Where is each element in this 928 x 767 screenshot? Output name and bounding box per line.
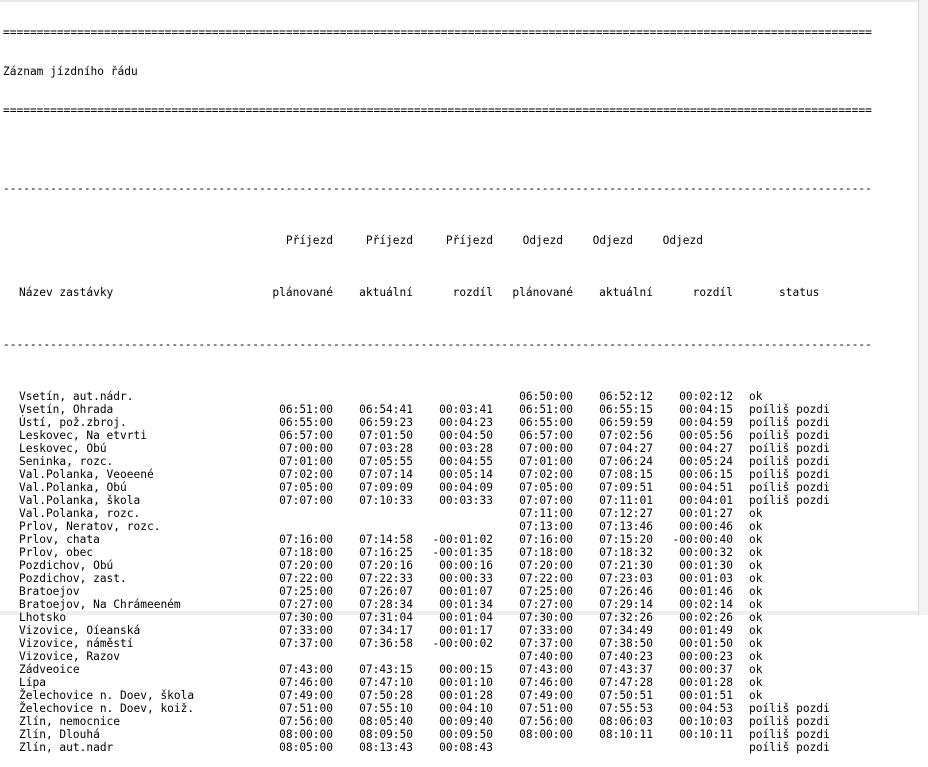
cell-departure-planned: 06:55:00 [519, 416, 573, 429]
cell-arrival-diff: 00:04:55 [439, 455, 493, 468]
cell-departure-planned: 07:00:00 [519, 442, 573, 455]
cell-status: poíliš pozdi [749, 429, 830, 442]
cell-departure-actual: 07:43:37 [599, 663, 653, 676]
cell-status: poíliš pozdi [749, 494, 830, 507]
window-right-edge [918, 0, 928, 615]
cell-departure-diff: 00:01:49 [679, 624, 733, 637]
cell-departure-planned: 07:07:00 [519, 494, 573, 507]
cell-arrival-actual: 07:05:55 [359, 455, 413, 468]
single-rule: --------------------------------------------------------------------------------------------------------------------------------- [3, 182, 872, 195]
header-arrival-diff: rozdíl [452, 286, 493, 299]
table-row [3, 611, 873, 624]
cell-departure-planned: 07:40:00 [519, 650, 573, 663]
cell-status: ok [749, 533, 763, 546]
cell-arrival-planned: 07:27:00 [279, 598, 333, 611]
cell-departure-actual: 07:47:28 [599, 676, 653, 689]
cell-status: ok [749, 611, 763, 624]
cell-arrival-actual: 07:09:09 [359, 481, 413, 494]
cell-departure-actual: 06:55:15 [599, 403, 653, 416]
cell-status: poíliš pozdi [749, 481, 830, 494]
header-arrival-actual: aktuální [359, 286, 413, 299]
cell-arrival-actual: 07:55:10 [359, 702, 413, 715]
cell-status: ok [749, 559, 763, 572]
cell-status: poíliš pozdi [749, 741, 830, 754]
cell-stop-name: Val.Polanka, Obú [19, 481, 127, 494]
cell-departure-diff: 00:01:46 [679, 585, 733, 598]
table-row [3, 572, 873, 585]
cell-status: ok [749, 546, 763, 559]
table-row [3, 624, 873, 637]
cell-departure-planned: 07:46:00 [519, 676, 573, 689]
cell-status: ok [749, 650, 763, 663]
header-arrival-planned: plánované [272, 286, 333, 299]
cell-departure-diff: 00:04:51 [679, 481, 733, 494]
cell-stop-name: Val.Polanka, Veoeené [19, 468, 154, 481]
cell-arrival-diff: -00:00:02 [432, 637, 493, 650]
cell-arrival-actual: 07:28:34 [359, 598, 413, 611]
cell-arrival-planned: 06:57:00 [279, 429, 333, 442]
table-row [3, 702, 873, 715]
cell-arrival-diff: 00:04:10 [439, 702, 493, 715]
cell-arrival-planned: 07:20:00 [279, 559, 333, 572]
cell-stop-name: Zádveoice [19, 663, 80, 676]
header-stop-name: Název zastávky [19, 286, 114, 299]
cell-arrival-diff: 00:09:50 [439, 728, 493, 741]
cell-arrival-planned: 07:05:00 [279, 481, 333, 494]
cell-departure-actual: 07:21:30 [599, 559, 653, 572]
cell-stop-name: Prlov, chata [19, 533, 100, 546]
cell-departure-diff: 00:10:03 [679, 715, 733, 728]
cell-stop-name: Bratoejov [19, 585, 80, 598]
cell-departure-planned: 07:16:00 [519, 533, 573, 546]
cell-stop-name: Bratoejov, Na Chrámeeném [19, 598, 181, 611]
cell-arrival-planned: 07:49:00 [279, 689, 333, 702]
cell-arrival-diff: 00:05:14 [439, 468, 493, 481]
cell-departure-diff: 00:02:12 [679, 390, 733, 403]
document-title-text: Záznam jízdního řádu [3, 65, 138, 78]
cell-departure-diff: 00:01:03 [679, 572, 733, 585]
table-row [3, 533, 873, 546]
cell-arrival-actual: 08:05:40 [359, 715, 413, 728]
cell-stop-name: Val.Polanka, rozc. [19, 507, 141, 520]
cell-departure-diff: 00:00:46 [679, 520, 733, 533]
cell-departure-actual: 07:06:24 [599, 455, 653, 468]
table-row [3, 637, 873, 650]
table-row [3, 546, 873, 559]
cell-departure-diff: 00:04:15 [679, 403, 733, 416]
single-rule: --------------------------------------------------------------------------------------------------------------------------------- [3, 338, 872, 351]
cell-departure-planned: 07:56:00 [519, 715, 573, 728]
cell-stop-name: Pozdichov, Obú [19, 559, 114, 572]
cell-departure-actual: 07:12:27 [599, 507, 653, 520]
cell-departure-actual: 07:18:32 [599, 546, 653, 559]
header-departure-planned: plánované [512, 286, 573, 299]
cell-departure-diff: 00:06:15 [679, 468, 733, 481]
cell-arrival-diff: 00:03:33 [439, 494, 493, 507]
cell-arrival-actual: 07:22:33 [359, 572, 413, 585]
cell-departure-actual: 07:29:14 [599, 598, 653, 611]
cell-departure-actual: 07:55:53 [599, 702, 653, 715]
cell-departure-diff: 00:01:51 [679, 689, 733, 702]
cell-arrival-planned: 07:43:00 [279, 663, 333, 676]
cell-arrival-actual: 07:43:15 [359, 663, 413, 676]
cell-departure-planned: 07:20:00 [519, 559, 573, 572]
cell-arrival-diff: 00:01:34 [439, 598, 493, 611]
cell-stop-name: Vizovice, náměstí [19, 637, 134, 650]
cell-stop-name: Val.Polanka, škola [19, 494, 141, 507]
cell-arrival-planned: 07:37:00 [279, 637, 333, 650]
cell-arrival-diff: 00:01:07 [439, 585, 493, 598]
cell-arrival-diff: 00:00:16 [439, 559, 493, 572]
cell-stop-name: Pozdichov, zast. [19, 572, 127, 585]
cell-departure-planned: 07:22:00 [519, 572, 573, 585]
header-departure-diff-top: Odjezd [662, 234, 703, 247]
table-row [3, 468, 873, 481]
table-row [3, 403, 873, 416]
cell-departure-diff: 00:04:59 [679, 416, 733, 429]
cell-departure-diff: 00:01:27 [679, 507, 733, 520]
cell-arrival-diff: 00:00:15 [439, 663, 493, 676]
cell-stop-name: Lhotsko [19, 611, 67, 624]
cell-departure-actual: 07:04:27 [599, 442, 653, 455]
cell-stop-name: Vizovice, Razov [19, 650, 121, 663]
cell-departure-diff: 00:10:11 [679, 728, 733, 741]
table-row [3, 416, 873, 429]
cell-stop-name: Leskovec, Obú [19, 442, 107, 455]
cell-arrival-diff: 00:01:28 [439, 689, 493, 702]
cell-status: ok [749, 572, 763, 585]
cell-stop-name: Prlov, Neratov, rozc. [19, 520, 161, 533]
cell-status: ok [749, 520, 763, 533]
cell-arrival-actual: 08:13:43 [359, 741, 413, 754]
cell-arrival-diff: 00:01:04 [439, 611, 493, 624]
cell-stop-name: Želechovice n. Doev, koiž. [19, 702, 195, 715]
table-row [3, 728, 873, 741]
cell-arrival-diff: 00:00:33 [439, 572, 493, 585]
cell-departure-actual: 08:06:03 [599, 715, 653, 728]
blank-line [3, 143, 873, 156]
cell-arrival-diff: 00:03:28 [439, 442, 493, 455]
cell-departure-planned: 08:00:00 [519, 728, 573, 741]
cell-arrival-diff: -00:01:35 [432, 546, 493, 559]
timetable-rows [3, 390, 873, 754]
table-row [3, 390, 873, 403]
cell-departure-diff: 00:01:50 [679, 637, 733, 650]
cell-arrival-planned: 07:02:00 [279, 468, 333, 481]
cell-departure-diff: 00:02:26 [679, 611, 733, 624]
cell-departure-planned: 07:49:00 [519, 689, 573, 702]
cell-status: poíliš pozdi [749, 442, 830, 455]
cell-status: ok [749, 676, 763, 689]
cell-departure-planned: 07:37:00 [519, 637, 573, 650]
cell-departure-actual: 07:09:51 [599, 481, 653, 494]
cell-departure-diff: 00:05:24 [679, 455, 733, 468]
cell-arrival-actual: 06:54:41 [359, 403, 413, 416]
document-title [3, 65, 873, 78]
cell-arrival-planned: 07:18:00 [279, 546, 333, 559]
cell-departure-planned: 07:51:00 [519, 702, 573, 715]
cell-arrival-diff: 00:04:23 [439, 416, 493, 429]
cell-arrival-planned: 07:07:00 [279, 494, 333, 507]
cell-departure-diff: 00:01:30 [679, 559, 733, 572]
cell-departure-diff: 00:00:32 [679, 546, 733, 559]
cell-departure-diff: 00:02:14 [679, 598, 733, 611]
cell-arrival-diff: 00:09:40 [439, 715, 493, 728]
header-departure-diff: rozdíl [692, 286, 733, 299]
cell-departure-actual: 07:26:46 [599, 585, 653, 598]
cell-arrival-actual: 07:20:16 [359, 559, 413, 572]
cell-arrival-actual: 07:10:33 [359, 494, 413, 507]
cell-arrival-diff: 00:08:43 [439, 741, 493, 754]
cell-stop-name: Prlov, obec [19, 546, 94, 559]
cell-departure-planned: 07:02:00 [519, 468, 573, 481]
cell-stop-name: Leskovec, Na etvrti [19, 429, 147, 442]
cell-departure-actual: 07:15:20 [599, 533, 653, 546]
cell-departure-planned: 06:51:00 [519, 403, 573, 416]
cell-departure-planned: 06:50:00 [519, 390, 573, 403]
cell-departure-diff: 00:04:27 [679, 442, 733, 455]
cell-arrival-actual: 07:31:04 [359, 611, 413, 624]
cell-departure-actual: 07:38:50 [599, 637, 653, 650]
cell-stop-name: Vsetín, Ohrada [19, 403, 114, 416]
cell-departure-actual: 07:13:46 [599, 520, 653, 533]
cell-departure-actual: 08:10:11 [599, 728, 653, 741]
cell-departure-planned: 07:25:00 [519, 585, 573, 598]
cell-arrival-diff: 00:01:10 [439, 676, 493, 689]
cell-status: ok [749, 507, 763, 520]
cell-status: ok [749, 598, 763, 611]
cell-stop-name: Seninka, rozc. [19, 455, 114, 468]
cell-departure-diff: 00:00:23 [679, 650, 733, 663]
cell-status: ok [749, 585, 763, 598]
table-row [3, 442, 873, 455]
table-row [3, 741, 873, 754]
cell-arrival-planned: 08:00:00 [279, 728, 333, 741]
cell-stop-name: Želechovice n. Doev, škola [19, 689, 195, 702]
header-departure-planned-top: Odjezd [522, 234, 563, 247]
cell-departure-actual: 07:40:23 [599, 650, 653, 663]
cell-status: ok [749, 390, 763, 403]
cell-departure-diff: 00:05:56 [679, 429, 733, 442]
cell-departure-diff: 00:01:28 [679, 676, 733, 689]
table-row [3, 455, 873, 468]
cell-stop-name: Lípa [19, 676, 46, 689]
cell-departure-planned: 07:05:00 [519, 481, 573, 494]
cell-departure-diff: 00:04:01 [679, 494, 733, 507]
cell-stop-name: Vizovice, Oíeanská [19, 624, 141, 637]
cell-departure-planned: 07:18:00 [519, 546, 573, 559]
cell-status: ok [749, 637, 763, 650]
cell-departure-actual: 06:59:59 [599, 416, 653, 429]
header-departure-actual-top: Odjezd [592, 234, 633, 247]
cell-departure-planned: 07:33:00 [519, 624, 573, 637]
cell-departure-actual: 07:32:26 [599, 611, 653, 624]
cell-departure-planned: 06:57:00 [519, 429, 573, 442]
table-row [3, 481, 873, 494]
cell-arrival-diff: 00:04:50 [439, 429, 493, 442]
cell-departure-planned: 07:27:00 [519, 598, 573, 611]
cell-departure-diff: -00:00:40 [672, 533, 733, 546]
table-row [3, 494, 873, 507]
header-spacer [3, 234, 255, 247]
cell-arrival-diff: 00:03:41 [439, 403, 493, 416]
header-status: status [779, 286, 820, 299]
header-line-1 [3, 234, 873, 247]
cell-status: poíliš pozdi [749, 468, 830, 481]
cell-departure-actual: 07:02:56 [599, 429, 653, 442]
cell-status: poíliš pozdi [749, 702, 830, 715]
table-row [3, 676, 873, 689]
double-rule: ================================================================================================================================= [3, 26, 872, 39]
cell-departure-planned: 07:01:00 [519, 455, 573, 468]
cell-departure-planned: 07:43:00 [519, 663, 573, 676]
table-row [3, 559, 873, 572]
cell-arrival-actual: 07:47:10 [359, 676, 413, 689]
cell-arrival-planned: 07:22:00 [279, 572, 333, 585]
cell-departure-planned: 07:30:00 [519, 611, 573, 624]
table-row [3, 650, 873, 663]
cell-arrival-planned: 07:56:00 [279, 715, 333, 728]
cell-stop-name: Zlín, nemocnice [19, 715, 121, 728]
cell-departure-actual: 07:34:49 [599, 624, 653, 637]
header-departure-actual: aktuální [599, 286, 653, 299]
cell-status: poíliš pozdi [749, 728, 830, 741]
cell-arrival-planned: 06:55:00 [279, 416, 333, 429]
cell-status: ok [749, 689, 763, 702]
cell-departure-actual: 07:08:15 [599, 468, 653, 481]
cell-arrival-actual: 06:59:23 [359, 416, 413, 429]
cell-arrival-planned: 07:16:00 [279, 533, 333, 546]
cell-arrival-actual: 07:01:50 [359, 429, 413, 442]
cell-arrival-actual: 07:26:07 [359, 585, 413, 598]
table-row [3, 689, 873, 702]
cell-arrival-planned: 07:51:00 [279, 702, 333, 715]
header-arrival-actual-top: Příjezd [365, 234, 413, 247]
cell-arrival-planned: 07:30:00 [279, 611, 333, 624]
timetable-document [3, 0, 873, 767]
cell-arrival-diff: -00:01:02 [432, 533, 493, 546]
cell-stop-name: Zlín, aut.nadr [19, 741, 114, 754]
cell-departure-diff: 00:00:37 [679, 663, 733, 676]
cell-arrival-diff: 00:04:09 [439, 481, 493, 494]
cell-status: poíliš pozdi [749, 715, 830, 728]
table-row [3, 520, 873, 533]
cell-arrival-actual: 07:16:25 [359, 546, 413, 559]
table-row [3, 715, 873, 728]
cell-arrival-actual: 07:34:17 [359, 624, 413, 637]
cell-arrival-planned: 07:00:00 [279, 442, 333, 455]
table-row [3, 663, 873, 676]
cell-stop-name: Vsetín, aut.nádr. [19, 390, 134, 403]
cell-status: ok [749, 663, 763, 676]
double-rule: ================================================================================================================================= [3, 104, 872, 117]
cell-arrival-diff: 00:01:17 [439, 624, 493, 637]
cell-departure-actual: 07:23:03 [599, 572, 653, 585]
cell-departure-planned: 07:11:00 [519, 507, 573, 520]
cell-arrival-planned: 08:05:00 [279, 741, 333, 754]
cell-arrival-planned: 07:25:00 [279, 585, 333, 598]
table-row [3, 429, 873, 442]
cell-arrival-actual: 07:14:58 [359, 533, 413, 546]
cell-status: poíliš pozdi [749, 455, 830, 468]
cell-departure-planned: 07:13:00 [519, 520, 573, 533]
header-arrival-diff-top: Příjezd [445, 234, 493, 247]
cell-arrival-actual: 07:07:14 [359, 468, 413, 481]
cell-stop-name: Ústí, pož.zbroj. [19, 416, 127, 429]
cell-arrival-planned: 06:51:00 [279, 403, 333, 416]
cell-arrival-actual: 08:09:50 [359, 728, 413, 741]
table-row [3, 585, 873, 598]
cell-departure-actual: 07:50:51 [599, 689, 653, 702]
cell-status: ok [749, 624, 763, 637]
cell-arrival-planned: 07:33:00 [279, 624, 333, 637]
cell-departure-actual: 06:52:12 [599, 390, 653, 403]
cell-arrival-actual: 07:36:58 [359, 637, 413, 650]
table-row [3, 598, 873, 611]
cell-departure-diff: 00:04:53 [679, 702, 733, 715]
header-line-2 [3, 286, 873, 299]
cell-arrival-actual: 07:50:28 [359, 689, 413, 702]
cell-departure-actual: 07:11:01 [599, 494, 653, 507]
cell-status: poíliš pozdi [749, 403, 830, 416]
cell-arrival-planned: 07:46:00 [279, 676, 333, 689]
header-arrival-planned-top: Příjezd [285, 234, 333, 247]
cell-stop-name: Zlín, Dlouhá [19, 728, 100, 741]
cell-status: poíliš pozdi [749, 416, 830, 429]
cell-arrival-actual: 07:03:28 [359, 442, 413, 455]
cell-arrival-planned: 07:01:00 [279, 455, 333, 468]
table-row [3, 507, 873, 520]
